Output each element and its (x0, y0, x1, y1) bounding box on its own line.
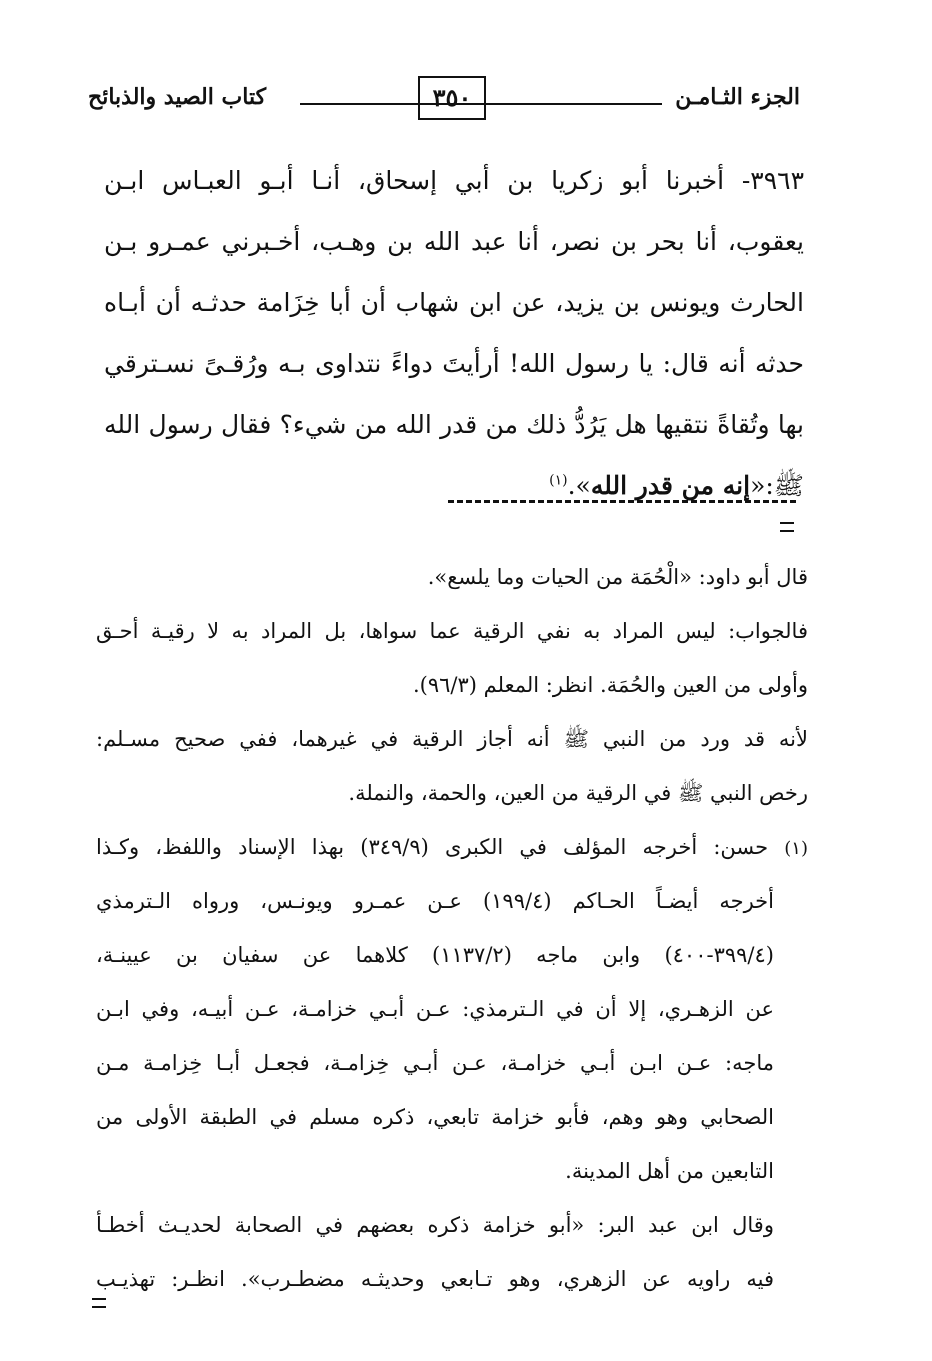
hadith-closing-quote: ». (567, 471, 591, 500)
hadith-line: الحارث ويونس بن يزيد، عن ابن شهاب أن أبا خِزَامة حدثـه أن أبـاه (104, 288, 804, 317)
hadith-line: بها وتُقاةً نتقيها هل يَرُدُّ ذلك من قدر الله من شيء؟ فقال رسول الله (104, 410, 804, 439)
footnote-first-line (96, 820, 808, 874)
closing-line: فيه راويه عن الزهري، وهو تـابعي وحديثـه مضطـرب». انظـر: تهذيـب (96, 1267, 774, 1291)
footnote-line: التابعين من أهل المدينة. (565, 1159, 774, 1183)
footnote-line: أخرجه أيضـاً الحـاكم (١٩٩/٤) عـن عمـرو ويونـس، ورواه الـترمذي (96, 889, 774, 913)
hadith-last-prefix: ﷺ:« (750, 471, 804, 500)
hadith-line: يعقوب، أنا بحر بن نصر، أنا عبد الله بن وهـب، أخـبرني عمـرو بـن (104, 227, 804, 256)
footnote-reference: (١) (549, 472, 568, 489)
note-line: لأنه قد ورد من النبي ﷺ أنه أجاز الرقية في غيرهما، ففي صحيح مسـلم: (96, 727, 808, 751)
closing-line: وقال ابن عبد البر: «أبو خزامة ذكره بعضهم في الصحابة لحديـث أخطـأ (96, 1213, 774, 1237)
hadith-last-line (104, 455, 804, 516)
footnote-separator (448, 500, 796, 503)
page-header (88, 76, 800, 122)
header-rule-right (472, 103, 662, 105)
page-number: ٣٥٠ (418, 76, 486, 120)
continuation-mark-bottom (92, 1298, 106, 1308)
prophet-saying: إنه من قدر الله (590, 471, 751, 500)
footnote-line: (٣٩٩/٤-٤٠٠) وابن ماجه (١١٣٧/٢) كلاهما عن سفيان بن عيينـة، (96, 943, 774, 967)
note-line: وأولى من العين والحُمَة. انظر: المعلم (٩٦/٣). (413, 673, 808, 697)
note-line: رخص النبي ﷺ في الرقية من العين، والحمة، والنملة. (348, 781, 808, 805)
hadith-line: حدثه أنه قال: يا رسول الله! أرأيتَ دواءً نتداوى بـه ورُقـىً نسـترقي (104, 349, 804, 378)
footnote-line: عن الزهـري، إلا أن في الـترمذي: عـن أبـي خزامـة، عـن أبيـه، وفي ابـن (96, 997, 774, 1021)
header-rule-left (300, 103, 500, 105)
book-title: كتاب الصيد والذبائح (88, 84, 267, 110)
note-line: قال أبو داود: «الْحُمَة من الحيات وما يلسع». (427, 565, 808, 589)
hadith-line: ٣٩٦٣- أخبرنا أبو زكريا بن أبي إسحاق، أنـا أبـو العبـاس ابـن (104, 166, 804, 195)
footnotes (96, 550, 808, 1306)
part-title: الجزء الثـامـن (675, 84, 800, 110)
hadith-text (104, 150, 804, 516)
footnote-line: ماجه: عـن ابـن أبـي خزامـة، عـن أبـي خِزامـة، فجعـل أبـا خِزامـة مـن (96, 1051, 774, 1075)
footnote-mark: (١) (784, 838, 808, 859)
footnote-text: حسن: أخرجه المؤلف في الكبرى (٣٤٩/٩) بهذا الإسناد واللفظ، وكـذا (96, 835, 769, 859)
continuation-mark-top (780, 522, 794, 532)
footnote-line: الصحابي وهو وهم، فأبو خزامة تابعي، ذكره مسلم في الطبقة الأولى من (96, 1105, 774, 1129)
note-line: فالجواب: ليس المراد به نفي الرقية عما سواها، بل المراد به لا رقيـة أحـق (96, 619, 808, 643)
